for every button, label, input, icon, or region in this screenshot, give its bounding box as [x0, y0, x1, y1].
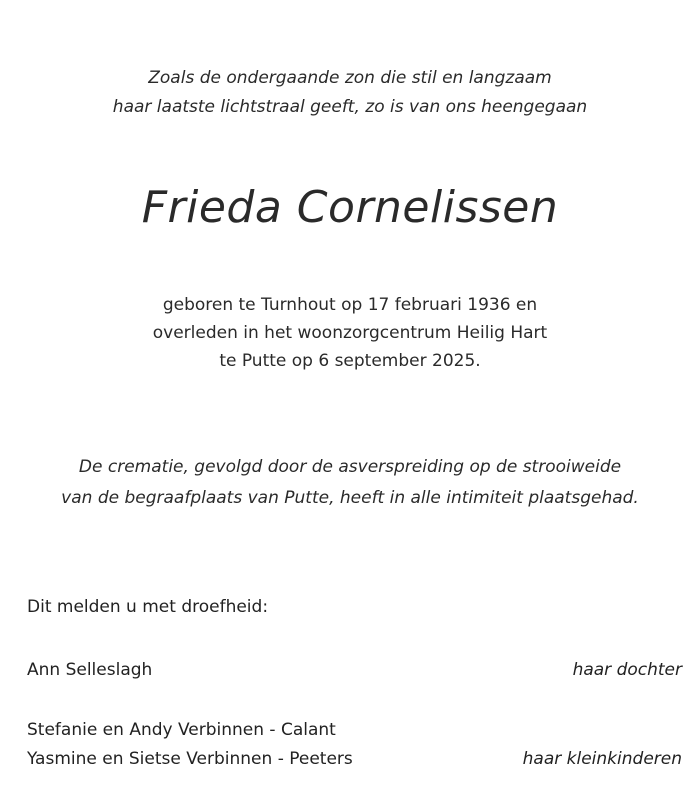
mourner-relation: haar dochter: [572, 660, 682, 680]
mourner-row: [27, 747, 682, 771]
cremation-line-1: De crematie, gevolgd door de asverspreiding op de strooiweide: [78, 457, 622, 477]
quote-line-1: Zoals de ondergaande zon die stil en langzaam: [148, 68, 552, 88]
mourner-name: Yasmine en Sietse Verbinnen - Peeters: [27, 749, 353, 769]
mourner-name: Ann Selleslagh: [27, 660, 153, 680]
mourner-row: [27, 658, 682, 682]
life-line-2: overleden in het woonzorgcentrum Heilig Hart: [152, 323, 548, 343]
deceased-name: Frieda Cornelissen: [141, 182, 559, 233]
life-line-3: te Putte op 6 september 2025.: [219, 351, 481, 371]
life-line-1: geboren te Turnhout op 17 februari 1936 en: [162, 295, 538, 315]
mourner-name: Stefanie en Andy Verbinnen - Calant: [27, 720, 336, 740]
memorial-quote: [0, 64, 700, 122]
cremation-notice: [0, 452, 700, 514]
quote-line-2: haar laatste lichtstraal geeft, zo is van ons heengegaan: [112, 97, 588, 117]
mourner-relation: haar kleinkinderen: [522, 749, 682, 769]
mourner-row: [27, 718, 682, 742]
announcement-text: Dit melden u met droefheid:: [27, 597, 269, 617]
life-details: [0, 291, 700, 375]
cremation-line-2: van de begraafplaats van Putte, heeft in alle intimiteit plaatsgehad.: [61, 488, 639, 508]
